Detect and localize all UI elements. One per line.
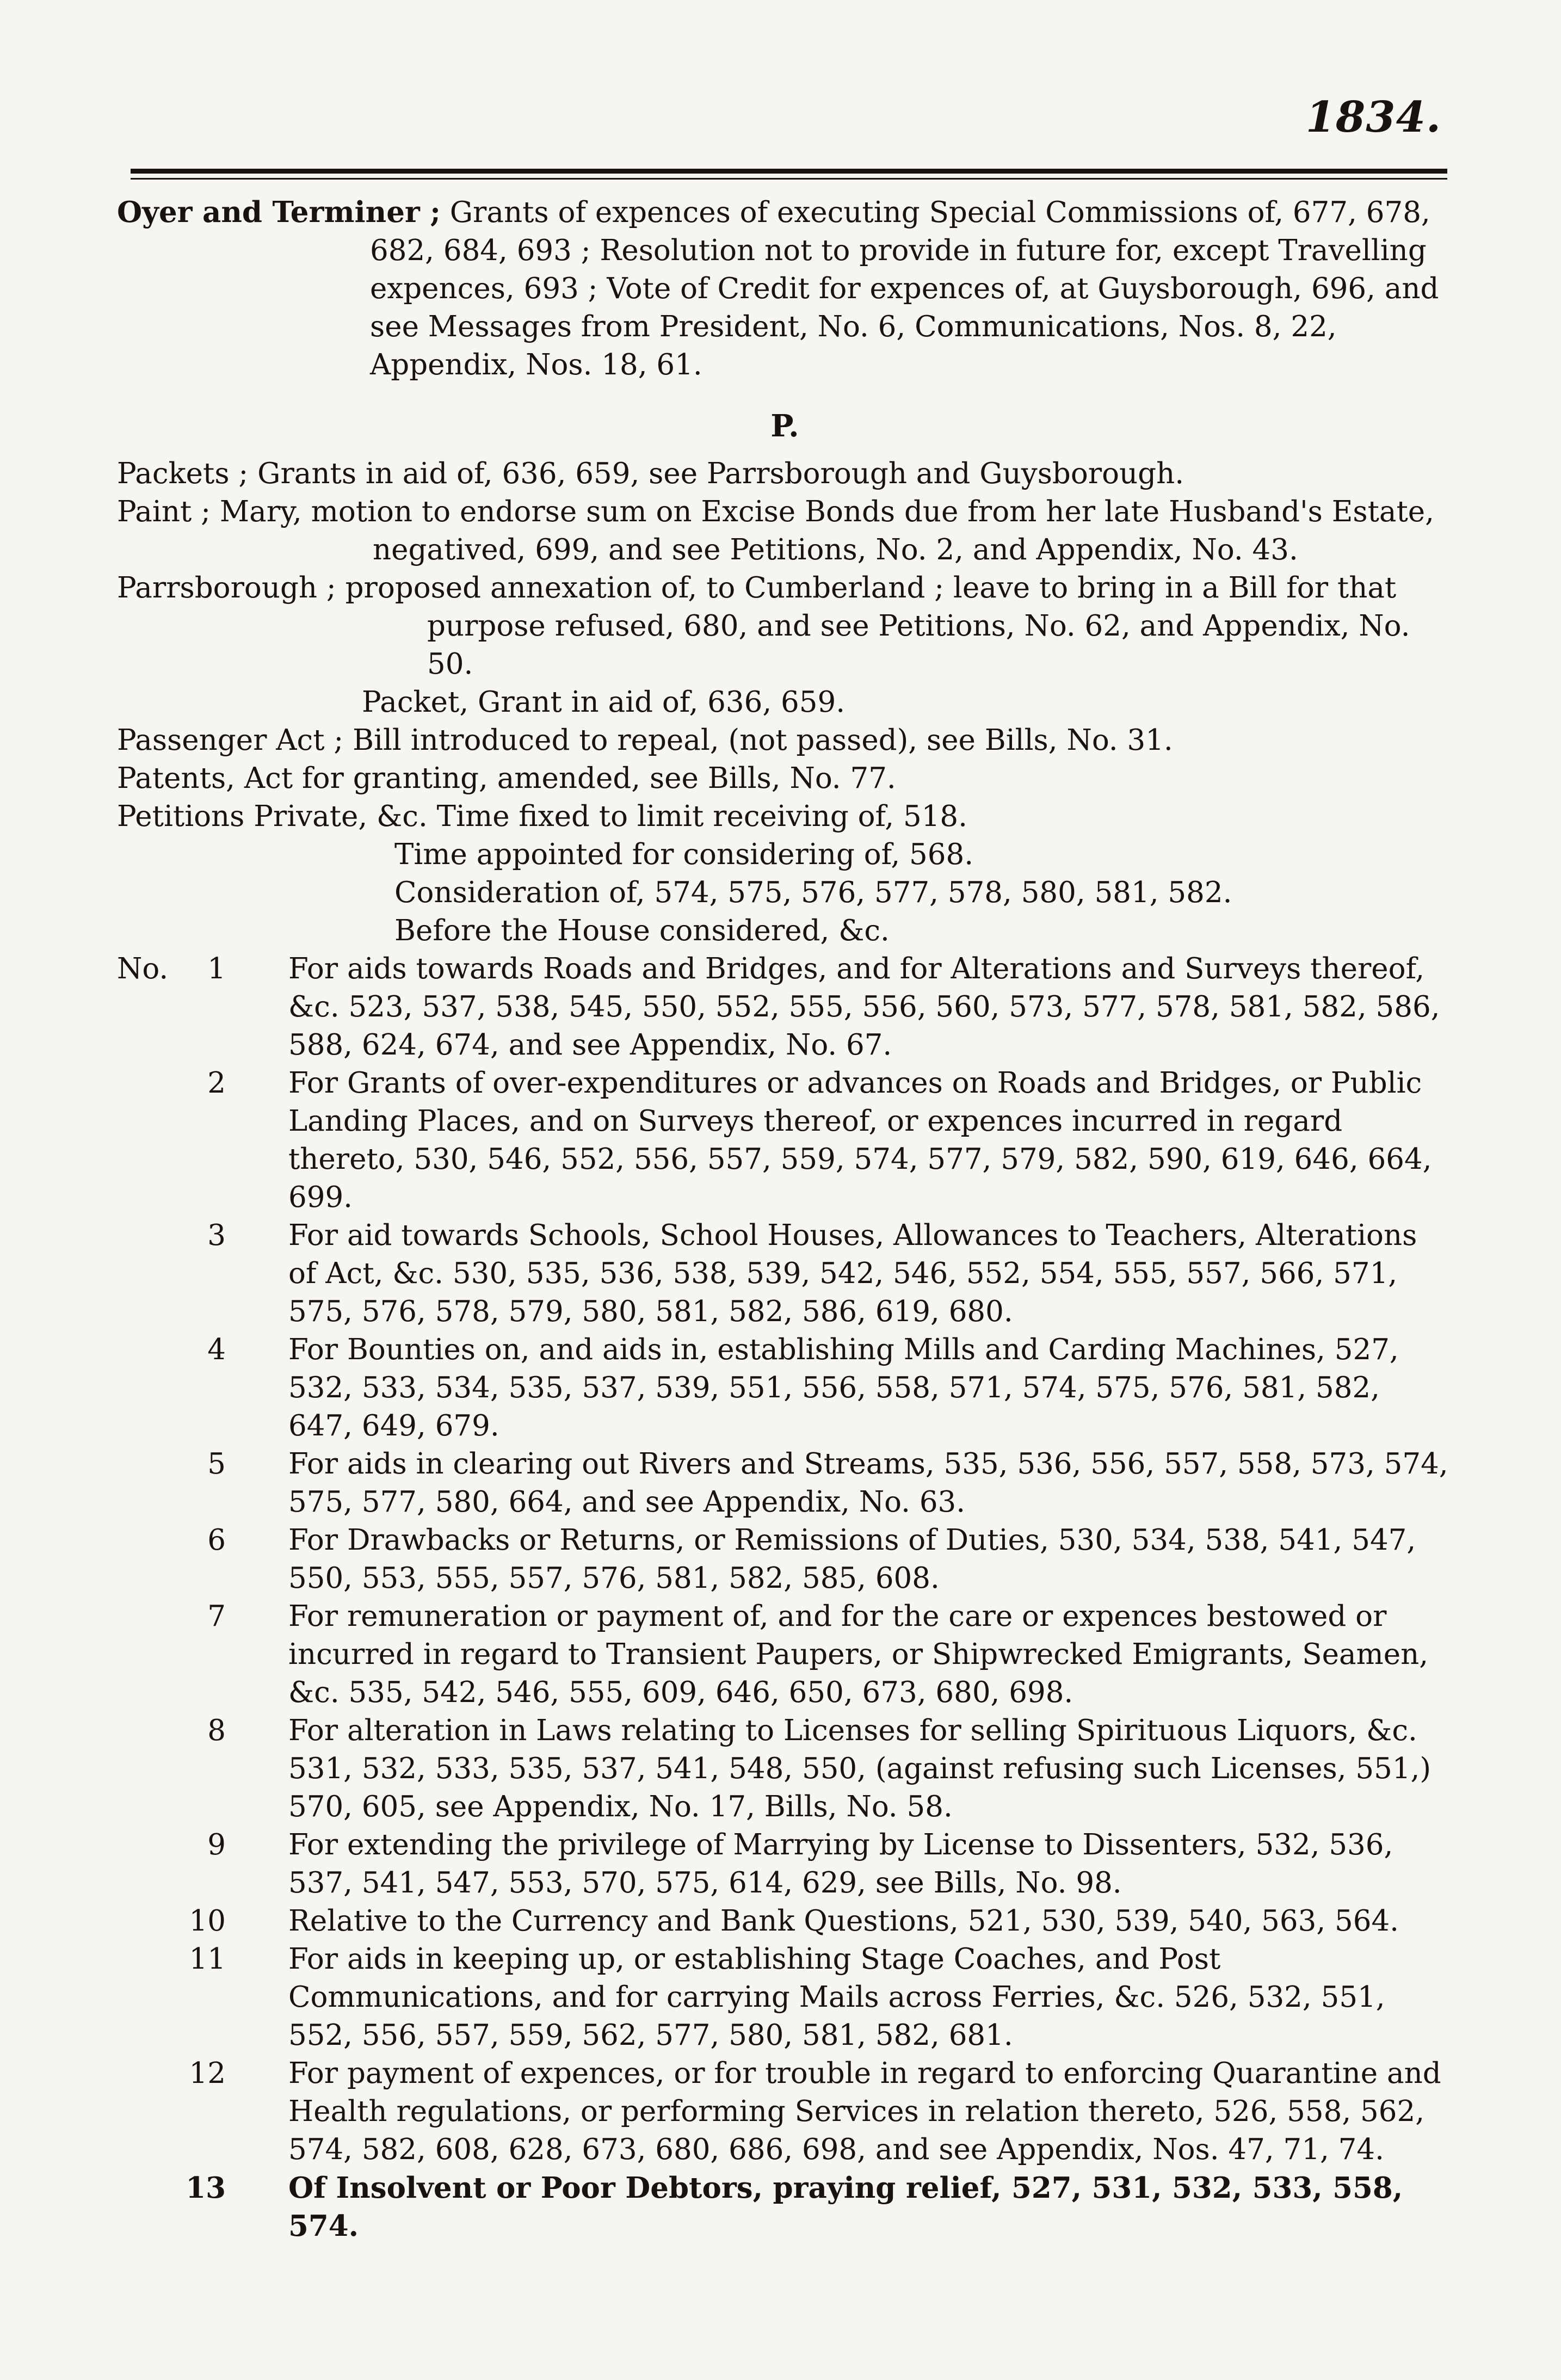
item-number: 9 bbox=[207, 1828, 226, 1861]
item-number: 7 bbox=[207, 1600, 226, 1633]
list-item bbox=[117, 1217, 1453, 1331]
header-rule bbox=[131, 169, 1447, 174]
entry-text: proposed annexation of, to Cumberland ; leave to bring in a Bill for that purpose refused, 680, and see Petitions, No. 62, and Appendix, No. 50. bbox=[345, 571, 1410, 681]
header-rule-thin bbox=[131, 178, 1447, 180]
index-subentry-packet bbox=[117, 683, 1453, 722]
item-text: For remuneration or payment of, and for the care or expences bestowed or incurred in regard to Transient Paupers, or Shipwrecked Emigrants, Seamen, &c. 535, 542, 546, 555, 609, 646, 650, 673, 680, 698. bbox=[288, 1600, 1429, 1709]
entry-head: Patents, bbox=[117, 762, 236, 795]
list-item bbox=[117, 950, 1453, 1064]
item-number: 6 bbox=[207, 1524, 226, 1557]
petitions-line bbox=[117, 836, 1453, 874]
page-year: 1834. bbox=[1305, 93, 1441, 142]
list-item bbox=[117, 1331, 1453, 1445]
entry-head: Oyer and Terminer ; bbox=[117, 195, 441, 229]
item-text: Of Insolvent or Poor Debtors, praying relief, 527, 531, 532, 533, 558, 574. bbox=[288, 2171, 1403, 2243]
list-item bbox=[117, 1445, 1453, 1521]
list-item bbox=[117, 2169, 1453, 2245]
entry-text: Time fixed to limit receiving of, 518. bbox=[436, 800, 967, 833]
index-entry-patents bbox=[117, 760, 1453, 798]
list-item bbox=[117, 1940, 1453, 2055]
entry-head: Paint ; bbox=[117, 495, 211, 528]
entry-text: Act for granting, amended, see Bills, No. 77. bbox=[244, 762, 896, 795]
entry-head: Petitions Private, &c. bbox=[117, 800, 428, 833]
item-text: For aids in keeping up, or establishing Stage Coaches, and Post Communications, and for carrying Mails across Ferries, &c. 526, 532, 551, 552, 556, 557, 559, 562, 577, 580, 581, 582, 681. bbox=[288, 1943, 1385, 2052]
list-item bbox=[117, 1826, 1453, 1902]
list-item bbox=[117, 1902, 1453, 1940]
item-text: For aids in clearing out Rivers and Streams, 535, 536, 556, 557, 558, 573, 574, 575, 577, 580, 664, and see Appendix, No. 63. bbox=[288, 1447, 1448, 1519]
entry-text: Mary, motion to endorse sum on Excise Bonds due from her late Husband's Estate, negatived, 699, and see Petitions, No. 2, and Appendix, No. 43. bbox=[219, 495, 1435, 566]
item-text: For aid towards Schools, School Houses, Allowances to Teachers, Alterations of Act, &c. 530, 535, 536, 538, 539, 542, 546, 552, 554, 555, 557, 566, 571, 575, 576, 578, 579, 580, 581, 582, 586, 619, 680. bbox=[288, 1219, 1417, 1328]
item-text: For alteration in Laws relating to Licenses for selling Spirituous Liquors, &c. 531, 532, 533, 535, 537, 541, 548, 550, (against refusing such Licenses, 551,) 570, 605, see Appendix, No. 17, Bills, No. 58. bbox=[288, 1714, 1432, 1823]
item-number: 5 bbox=[207, 1447, 226, 1481]
item-number: 10 bbox=[189, 1904, 226, 1938]
petitions-line-text: Time appointed for considering of, 568. bbox=[394, 838, 974, 871]
petitions-line bbox=[117, 912, 1453, 950]
entry-text: Grants in aid of, 636, 659, see Parrsborough and Guysborough. bbox=[257, 457, 1184, 490]
index-entry-oyer bbox=[117, 193, 1453, 384]
petitions-line bbox=[117, 874, 1453, 912]
list-item bbox=[117, 2055, 1453, 2169]
item-text: For payment of expences, or for trouble in regard to enforcing Quarantine and Health regulations, or performing Services in relation thereto, 526, 558, 562, 574, 582, 608, 628, 673, 680, 686, 698, and see Appendix, Nos. 47, 71, 74. bbox=[288, 2057, 1441, 2166]
list-item bbox=[117, 1064, 1453, 1217]
entry-text: Packet, Grant in aid of, 636, 659. bbox=[362, 686, 846, 719]
index-entry-packets bbox=[117, 455, 1453, 493]
item-text: For Bounties on, and aids in, establishing Mills and Carding Machines, 527, 532, 533, 534, 535, 537, 539, 551, 556, 558, 571, 574, 575, 576, 581, 582, 647, 649, 679. bbox=[288, 1333, 1399, 1442]
numbered-list-label: No. bbox=[117, 952, 169, 985]
petitions-line-text: Before the House considered, &c. bbox=[394, 914, 890, 947]
item-number: 12 bbox=[189, 2057, 226, 2090]
item-text: For Drawbacks or Returns, or Remissions of Duties, 530, 534, 538, 541, 547, 550, 553, 555, 557, 576, 581, 582, 585, 608. bbox=[288, 1524, 1416, 1595]
petitions-line-text: Consideration of, 574, 575, 576, 577, 578, 580, 581, 582. bbox=[394, 876, 1232, 909]
item-number: 1 bbox=[207, 952, 226, 985]
entry-text: Grants of expences of executing Special Commissions of, 677, 678, 682, 684, 693 ; Resolution not to provide in future for, except Travelling expences, 693 ; Vote of Credit for expences of, at Guysborough, 696, and see Messages from President, No. 6, Communications, Nos. 8, 22, Appendix, Nos. 18, 61. bbox=[370, 196, 1439, 381]
entry-head: Packets ; bbox=[117, 457, 249, 490]
index-content bbox=[117, 193, 1453, 2245]
item-number: 4 bbox=[207, 1333, 226, 1366]
entry-text: Bill introduced to repeal, (not passed), see Bills, No. 31. bbox=[353, 724, 1173, 757]
list-item bbox=[117, 1712, 1453, 1826]
index-entry-petitions bbox=[117, 798, 1453, 836]
item-number: 13 bbox=[186, 2171, 226, 2205]
index-entry-passenger bbox=[117, 722, 1453, 760]
section-letter: P. bbox=[770, 408, 799, 444]
item-text: For Grants of over-expenditures or advances on Roads and Bridges, or Public Landing Places, and on Surveys thereof, or expences incurred in regard thereto, 530, 546, 552, 556, 557, 559, 574, 577, 579, 582, 590, 619, 646, 664, 699. bbox=[288, 1066, 1432, 1214]
list-item bbox=[117, 1521, 1453, 1598]
item-text: For aids towards Roads and Bridges, and for Alterations and Surveys thereof, &c. 523, 537, 538, 545, 550, 552, 555, 556, 560, 573, 577, 578, 581, 582, 586, 588, 624, 674, and see Appendix, No. 67. bbox=[288, 952, 1440, 1062]
list-item bbox=[117, 1598, 1453, 1712]
item-text: Relative to the Currency and Bank Questions, 521, 530, 539, 540, 563, 564. bbox=[288, 1904, 1399, 1938]
entry-head: Passenger Act ; bbox=[117, 724, 344, 757]
item-text: For extending the privilege of Marrying by License to Dissenters, 532, 536, 537, 541, 547, 553, 570, 575, 614, 629, see Bills, No. 98. bbox=[288, 1828, 1393, 1900]
item-number: 3 bbox=[207, 1219, 226, 1252]
entry-head: Parrsborough ; bbox=[117, 571, 336, 605]
petitions-numbered-list bbox=[117, 950, 1453, 2245]
item-number: 8 bbox=[207, 1714, 226, 1747]
index-entry-parrsborough bbox=[117, 569, 1453, 683]
item-number: 11 bbox=[189, 1943, 226, 1976]
item-number: 2 bbox=[207, 1066, 226, 1100]
index-entry-paint bbox=[117, 493, 1453, 569]
